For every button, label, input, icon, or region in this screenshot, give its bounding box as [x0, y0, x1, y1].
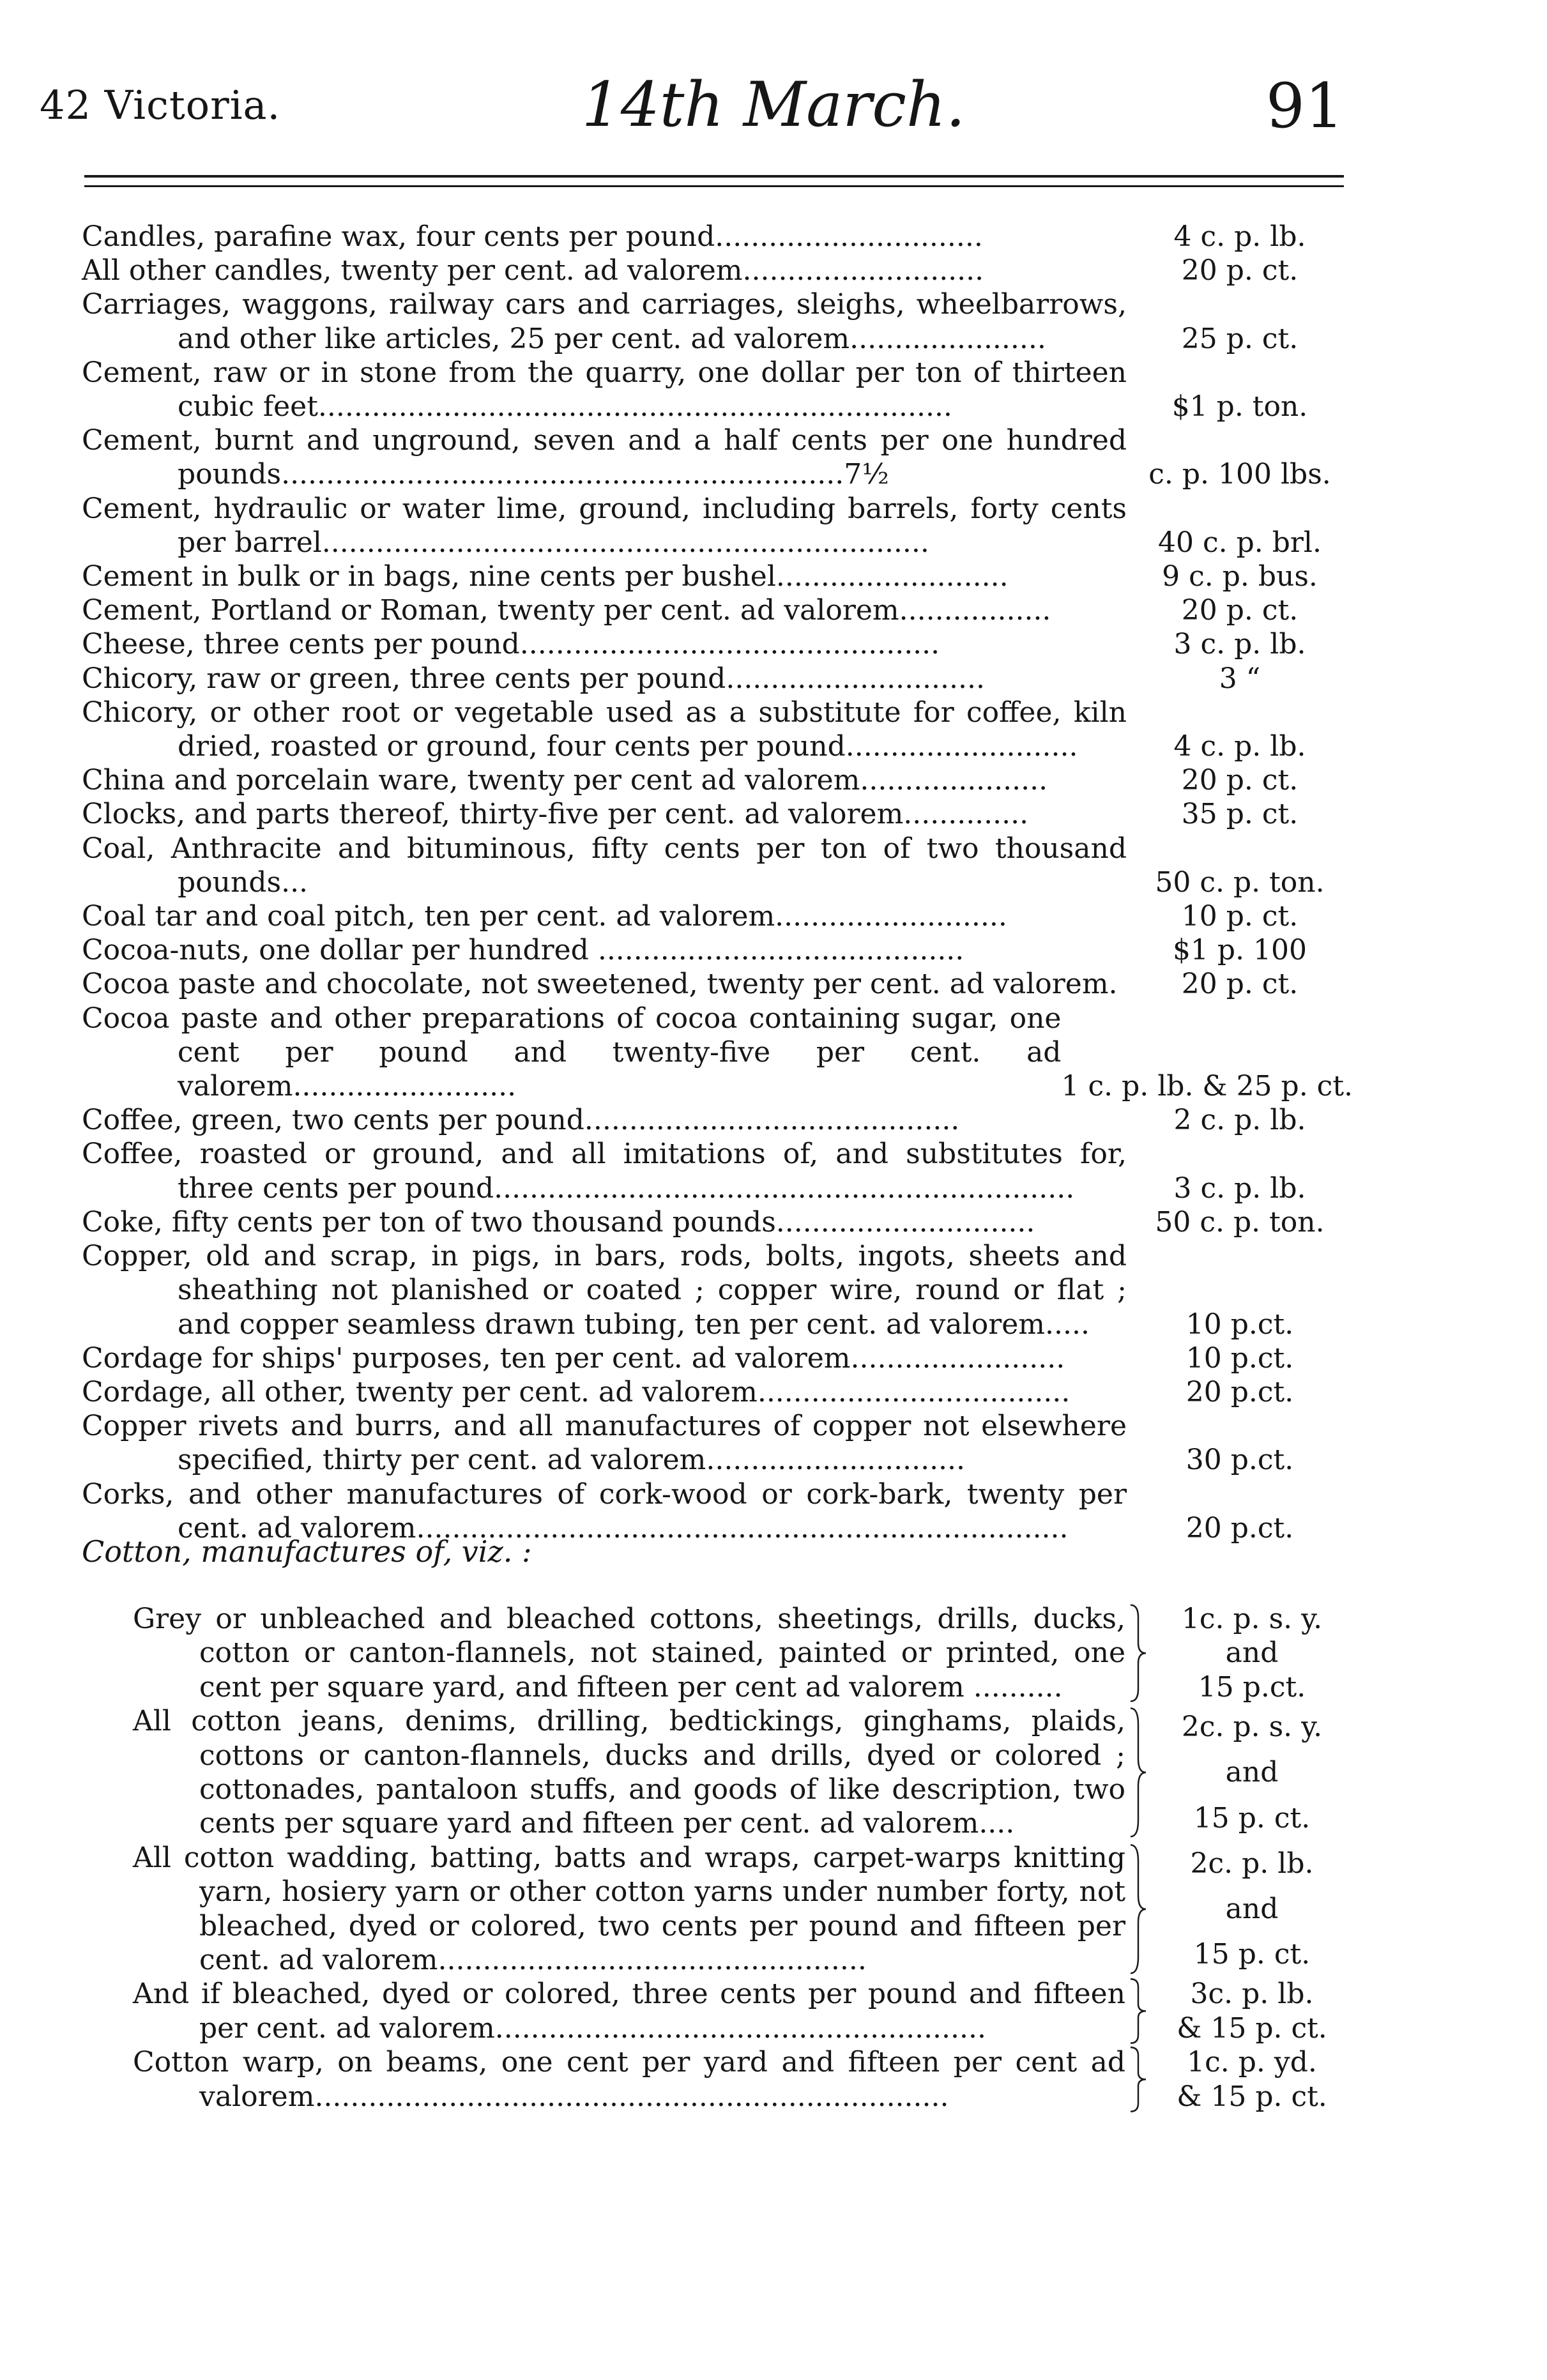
header-rule-thin [84, 185, 1344, 187]
cotton-group-list [133, 1602, 1353, 2114]
entry-description: Cement, Portland or Roman, twenty per cent. ad valorem................. [82, 594, 1051, 627]
entry-rate: 9 c. p. bus. [1162, 560, 1318, 593]
tariff-entry [82, 1239, 1353, 1341]
tariff-entry [82, 254, 1353, 287]
entry-description: All other candles, twenty per cent. ad valorem........................... [82, 254, 984, 287]
entry-rate: 25 p. ct. [1181, 322, 1299, 355]
entry-rate: 35 p. ct. [1181, 798, 1299, 831]
entry-description: Cordage for ships' purposes, ten per cent. ad valorem........................ [82, 1341, 1065, 1375]
curly-brace [1125, 2045, 1151, 2114]
cotton-rate-line: 15 p.ct. [1198, 1670, 1306, 1704]
tariff-entry [82, 1137, 1353, 1205]
tariff-entry [82, 423, 1353, 491]
entry-description: Cement in bulk or in bags, nine cents per bushel.......................... [82, 560, 1009, 593]
entry-description: Carriages, waggons, railway cars and carriages, sleighs, wheelbarrows, and other like articles, 25 per cent. ad valorem...................... [82, 288, 1127, 355]
tariff-entry [82, 696, 1353, 763]
entry-description: Copper, old and scrap, in pigs, in bars, rods, bolts, ingots, sheets and sheathing not planished or coated ; copper wire, round or flat ; and copper seamless drawn tubing, ten per cent. ad valorem..... [82, 1240, 1127, 1341]
running-head-date: 14th March. [581, 69, 966, 141]
entry-rate: $1 p. ton. [1171, 390, 1308, 423]
cotton-entry-description: Grey or unbleached and bleached cottons, sheetings, drills, ducks, cotton or canton-flannels, not stained, painted or printed, one cent per square yard, and fifteen per cent ad valorem .......... [133, 1603, 1125, 1704]
tariff-entry [82, 593, 1353, 627]
entry-rate: 20 p.ct. [1185, 1375, 1294, 1408]
cotton-rate-line: and [1225, 1756, 1279, 1789]
entry-description: Clocks, and parts thereof, thirty-five per cent. ad valorem.............. [82, 798, 1029, 831]
entry-rate: 20 p. ct. [1181, 594, 1299, 627]
cotton-entry-rates [1151, 2045, 1353, 2114]
entry-description: Cocoa paste and chocolate, not sweetened, twenty per cent. ad valorem. [82, 968, 1118, 1001]
tariff-entry [82, 356, 1353, 423]
entry-rate: 3 c. p. lb. [1173, 1171, 1306, 1205]
entry-rate: 30 p.ct. [1185, 1444, 1294, 1477]
cotton-entry-rates [1151, 1841, 1353, 1978]
cotton-rate-line: 2c. p. lb. [1190, 1847, 1314, 1880]
entry-description: Coal, Anthracite and bituminous, fifty cents per ton of two thousand pounds... [82, 832, 1127, 899]
cotton-rate-line: & 15 p. ct. [1177, 2011, 1327, 2045]
page-header [0, 0, 1547, 166]
entry-rate: 1 c. p. lb. & 25 p. ct. [1061, 1070, 1353, 1103]
entry-rate: $1 p. 100 [1172, 934, 1307, 967]
cotton-rate-line: 1c. p. yd. [1187, 2046, 1317, 2079]
cotton-rate-line: and [1225, 1636, 1279, 1670]
entry-description: Cement, raw or in stone from the quarry, one dollar per ton of thirteen cubic feet....................................................................... [82, 356, 1127, 423]
tariff-entry [82, 797, 1353, 831]
cotton-rate-line: 2c. p. s. y. [1181, 1711, 1323, 1744]
tariff-entry [82, 220, 1353, 254]
entry-description: Coal tar and coal pitch, ten per cent. ad valorem.......................... [82, 900, 1007, 933]
curly-brace [1125, 1602, 1151, 1704]
entry-rate: 20 p. ct. [1181, 968, 1299, 1001]
entry-description: Corks, and other manufactures of cork-wood or cork-bark, twenty per cent. ad valorem......................................................................... [82, 1477, 1127, 1545]
cotton-section-title: Cotton, manufactures of, viz. : [82, 1534, 532, 1569]
curly-brace [1125, 1977, 1151, 2045]
tariff-entry [82, 560, 1353, 593]
entry-rate: 3 c. p. lb. [1173, 628, 1306, 661]
cotton-entry-rates [1151, 1704, 1353, 1841]
tariff-entry [82, 1409, 1353, 1477]
tariff-entry [82, 492, 1353, 560]
entry-rate: 50 c. p. ton. [1155, 1205, 1325, 1239]
cotton-entry [133, 1704, 1353, 1841]
entry-rate: 10 p.ct. [1185, 1308, 1294, 1341]
cotton-entry-description: Cotton warp, on beams, one cent per yard and fifteen per cent ad valorem....................................................................... [133, 2046, 1125, 2113]
tariff-entry [82, 967, 1353, 1001]
curly-brace [1125, 1704, 1151, 1841]
entry-description: Coke, fifty cents per ton of two thousand pounds............................. [82, 1205, 1035, 1239]
entry-rate: 4 c. p. lb. [1173, 220, 1306, 253]
cotton-rate-line: and [1225, 1892, 1279, 1925]
entry-description: Cocoa-nuts, one dollar per hundred ......................................... [82, 934, 964, 967]
entry-description: Cocoa paste and other preparations of cocoa containing sugar, one cent per pound and twenty-five per cent. ad valorem......................... [82, 1002, 1062, 1103]
entry-rate: 2 c. p. lb. [1173, 1104, 1306, 1137]
entry-description: Cordage, all other, twenty per cent. ad valorem................................... [82, 1375, 1071, 1408]
entry-description: Chicory, raw or green, three cents per pound............................. [82, 662, 985, 695]
cotton-entry [133, 1977, 1353, 2045]
cotton-entry-rates [1151, 1977, 1353, 2045]
entry-rate: 20 p. ct. [1181, 254, 1299, 287]
tariff-entry [82, 1205, 1353, 1239]
entry-rate: 3 “ [1219, 662, 1261, 695]
curly-brace [1125, 1841, 1151, 1978]
cotton-entry [133, 1841, 1353, 1978]
entry-rate: 4 c. p. lb. [1173, 730, 1306, 763]
tariff-entry [82, 1002, 1353, 1104]
cotton-entry-description: And if bleached, dyed or colored, three cents per pound and fifteen per cent. ad valorem....................................................... [133, 1978, 1125, 2045]
running-head-left: 42 Victoria. [40, 82, 281, 128]
entry-rate: c. p. 100 lbs. [1148, 458, 1331, 491]
entry-description: Cement, burnt and unground, seven and a half cents per one hundred pounds...............................................................7½ [82, 424, 1127, 491]
entry-rate: 20 p.ct. [1185, 1511, 1294, 1545]
entry-rate: 20 p. ct. [1181, 764, 1299, 797]
tariff-entry [82, 933, 1353, 967]
tariff-entry [82, 1375, 1353, 1409]
entry-description: Cement, hydraulic or water lime, ground, including barrels, forty cents per barrel.................................................................... [82, 492, 1127, 559]
tariff-entry [82, 1341, 1353, 1375]
tariff-entry [82, 1103, 1353, 1137]
cotton-entry-rates [1151, 1602, 1353, 1704]
entry-rate: 50 c. p. ton. [1155, 866, 1325, 899]
entry-rate: 10 p.ct. [1185, 1341, 1294, 1375]
entry-description: Coffee, green, two cents per pound.......................................... [82, 1104, 960, 1137]
entry-rate: 40 c. p. brl. [1158, 526, 1322, 559]
cotton-rate-line: 1c. p. s. y. [1181, 1603, 1323, 1635]
cotton-entry [133, 1602, 1353, 1704]
cotton-rate-line: 15 p. ct. [1193, 1801, 1311, 1835]
entry-description: Coffee, roasted or ground, and all imitations of, and substitutes for, three cents per pound................................................................. [82, 1138, 1127, 1205]
tariff-entry [82, 763, 1353, 797]
tariff-entry [82, 627, 1353, 661]
tariff-entry [82, 662, 1353, 696]
header-rule-thick [84, 175, 1344, 178]
cotton-rate-line: 3c. p. lb. [1190, 1978, 1314, 2011]
cotton-entry-description: All cotton wadding, batting, batts and wraps, carpet-warps knitting yarn, hosiery yarn or other cotton yarns under number forty, not bleached, dyed or colored, two cents per pound and fifteen per cent. ad valorem................................................ [133, 1841, 1125, 1977]
entry-description: Cheese, three cents per pound............................................... [82, 628, 940, 661]
tariff-entry [82, 899, 1353, 933]
cotton-entry-description: All cotton jeans, denims, drilling, bedtickings, ginghams, plaids, cottons or canton-flannels, ducks and drills, dyed or colored ; cottonades, pantaloon stuffs, and goods of like description, two cents per square yard and fifteen per cent. ad valorem.... [133, 1705, 1125, 1840]
tariff-entry-list [82, 220, 1353, 1545]
tariff-entry [82, 287, 1353, 355]
entry-description: Chicory, or other root or vegetable used as a substitute for coffee, kiln dried, roasted or ground, four cents per pound.......................... [82, 696, 1127, 763]
entry-rate: 10 p. ct. [1181, 900, 1299, 933]
tariff-entry [82, 832, 1353, 899]
entry-description: Copper rivets and burrs, and all manufactures of copper not elsewhere specified, thirty per cent. ad valorem............................. [82, 1410, 1127, 1477]
entry-description: China and porcelain ware, twenty per cent ad valorem..................... [82, 764, 1048, 797]
cotton-rate-line: & 15 p. ct. [1177, 2080, 1327, 2113]
page-number: 91 [1265, 70, 1344, 142]
entry-description: Candles, parafine wax, four cents per pound.............................. [82, 220, 983, 253]
cotton-entry [133, 2045, 1353, 2114]
cotton-rate-line: 15 p. ct. [1193, 1938, 1311, 1971]
